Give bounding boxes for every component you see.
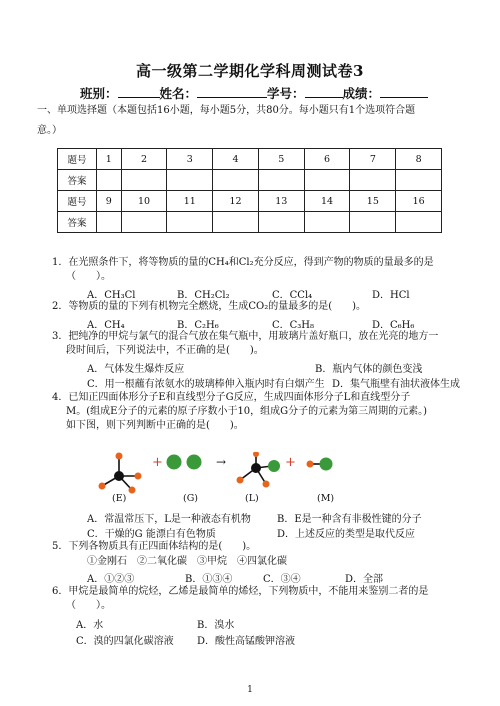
molecule-diagram <box>88 452 408 498</box>
q2-option-b: B．C₂H₆ <box>177 320 219 331</box>
table-header-cell: 题号 <box>58 149 97 170</box>
molecule-m <box>307 458 333 471</box>
q4-option-a: A．常温常压下，L是一种液态有机物 <box>87 514 251 525</box>
table-row <box>58 170 442 191</box>
answer-cell[interactable] <box>167 212 213 233</box>
page-title: 高一级第二学期化学科周测试卷3 <box>136 62 364 80</box>
answer-table <box>57 148 442 233</box>
answer-cell[interactable] <box>167 170 213 191</box>
question-number-cell: 11 <box>167 191 213 212</box>
answer-cell[interactable] <box>121 212 167 233</box>
question-5-stem: 5．下列各物质具有正四面体结构的是( )。 <box>52 541 257 552</box>
q4-option-c: C．干燥的G 能漂白有色物质 <box>87 529 216 540</box>
question-4-stem-cont2: 如下图，则下列判断中正确的是( )。 <box>66 420 244 431</box>
q3-option-d: D．集气瓶壁有油状液体生成 <box>332 379 461 390</box>
hydrogen-atom <box>307 461 314 468</box>
answer-cell[interactable] <box>396 170 442 191</box>
q5-option-d: D．全部 <box>345 574 384 585</box>
question-number-cell: 2 <box>121 149 167 170</box>
question-3-stem-cont: 段时间后，下列说法中，不正确的是( )。 <box>66 345 264 356</box>
q6-option-c: C．溴的四氯化碳溶液 <box>76 636 174 647</box>
question-number-cell: 7 <box>350 149 396 170</box>
question-4-stem: 4．已知正四面体形分子E和直线型分子G反应，生成四面体形分子L和直线型分子 <box>52 392 411 403</box>
question-number-cell: 9 <box>97 191 122 212</box>
question-2-stem: 2．等物质的量的下列有机物完全燃烧，生成CO₂的量最多的是( )。 <box>52 301 367 312</box>
question-1-stem: 1．在光照条件下，将等物质的量的CH₄和Cl₂充分反应，得到产物的物质的量最多的是 <box>52 257 434 268</box>
molecule-l <box>237 452 281 488</box>
score-label: 成绩： <box>342 86 381 101</box>
id-blank[interactable] <box>305 85 343 98</box>
name-blank[interactable] <box>197 85 267 98</box>
name-label: 姓名： <box>159 86 198 101</box>
question-6-stem: 6．甲烷是最简单的烷烃，乙烯是最简单的烯烃，下列物质中，不能用来鉴别二者的是 <box>52 586 429 597</box>
question-number-cell: 3 <box>167 149 213 170</box>
molecule-label-l: (L) <box>245 493 259 504</box>
class-label: 班别： <box>80 86 118 101</box>
molecule-g <box>167 455 202 470</box>
hydrogen-atom <box>116 453 123 460</box>
hydrogen-atom <box>99 483 106 490</box>
answer-cell[interactable] <box>213 170 259 191</box>
answer-cell[interactable] <box>304 212 350 233</box>
answer-cell[interactable] <box>350 170 396 191</box>
question-number-cell: 4 <box>213 149 259 170</box>
question-6-stem-cont: （ ）。 <box>66 600 111 611</box>
q1-option-c: C．CCl₄ <box>272 290 313 301</box>
carbon-atom <box>114 471 124 481</box>
q1-option-b: B．CH₂Cl₂ <box>177 290 230 301</box>
q4-option-b: B．E是一种含有非极性键的分子 <box>277 514 422 525</box>
q3-option-b: B．瓶内气体的颜色变浅 <box>315 364 423 375</box>
q6-option-b: B．溴水 <box>197 620 235 631</box>
question-number-cell: 16 <box>396 191 442 212</box>
q2-option-a: A．CH₄ <box>87 320 125 331</box>
table-header-cell: 题号 <box>58 191 97 212</box>
hydrogen-atom <box>253 452 259 457</box>
chlorine-atom <box>268 460 280 472</box>
question-number-cell: 12 <box>213 191 259 212</box>
answer-cell[interactable] <box>258 212 304 233</box>
question-4-stem-cont: M。(组成E分子的元素的原子序数小于10，组成G分子的元素为第三周期的元素。) <box>66 406 428 417</box>
hydrogen-atom <box>263 481 270 488</box>
chlorine-atom <box>167 455 182 470</box>
hydrogen-atom <box>135 473 142 480</box>
q2-option-d: D．C₆H₆ <box>372 320 415 331</box>
answer-cell[interactable] <box>258 170 304 191</box>
molecule-label-e: (E) <box>112 493 127 504</box>
question-number-cell: 13 <box>258 191 304 212</box>
carbon-atom <box>251 463 261 473</box>
chlorine-atom <box>187 455 202 470</box>
q3-option-c: C．用一根蘸有浓氨水的玻璃棒伸入瓶内时有白烟产生 <box>87 379 325 390</box>
question-number-cell: 14 <box>304 191 350 212</box>
question-number-cell: 15 <box>350 191 396 212</box>
q1-option-d: D．HCl <box>372 290 410 301</box>
id-label: 学号： <box>267 86 305 101</box>
answer-cell[interactable] <box>213 212 259 233</box>
answer-cell[interactable] <box>350 212 396 233</box>
hydrogen-atom <box>129 487 136 494</box>
plus-sign: + <box>285 455 296 470</box>
answer-cell[interactable] <box>304 170 350 191</box>
table-header-cell: 答案 <box>58 212 97 233</box>
q5-option-a: A．①②③ <box>87 574 135 585</box>
question-number-cell: 5 <box>258 149 304 170</box>
q2-option-c: C．C₃H₈ <box>272 320 315 331</box>
q6-option-d: D．酸性高锰酸钾溶液 <box>197 636 296 647</box>
table-row <box>58 149 442 170</box>
answer-cell[interactable] <box>97 170 122 191</box>
q4-option-d: D．上述反应的类型是取代反应 <box>277 529 416 540</box>
section-heading-cont: 意。） <box>37 125 62 136</box>
q6-option-a: A．水 <box>76 620 104 631</box>
student-info <box>80 84 428 102</box>
table-header-cell: 答案 <box>58 170 97 191</box>
molecule-label-g: (G) <box>183 493 199 504</box>
table-row <box>58 212 442 233</box>
table-row <box>58 191 442 212</box>
question-number-cell: 8 <box>396 149 442 170</box>
question-number-cell: 10 <box>121 191 167 212</box>
q1-option-a: A．CH₃Cl <box>87 290 136 301</box>
page-number: 1 <box>247 685 253 695</box>
plus-sign: + <box>152 455 163 470</box>
question-5-items: ①金刚石 ②二氧化碳 ③甲烷 ④四氯化碳 <box>87 556 287 567</box>
molecule-e <box>99 453 142 494</box>
answer-cell[interactable] <box>121 170 167 191</box>
q5-option-c: C．③④ <box>263 574 301 585</box>
molecule-label-m: (M) <box>317 493 335 504</box>
question-3-stem: 3．把纯净的甲烷与氯气的混合气放在集气瓶中，用玻璃片盖好瓶口，放在光亮的地方一 <box>52 331 439 342</box>
answer-cell[interactable] <box>97 212 122 233</box>
answer-cell[interactable] <box>396 212 442 233</box>
question-1-stem-cont: （ ）。 <box>66 271 111 282</box>
section-heading: 一、单项选择题（本题包括16小题，每小题5分，共80分。每小题只有1个选项符合题 <box>37 105 416 116</box>
question-number-cell: 1 <box>97 149 122 170</box>
q5-option-b: B．①③④ <box>185 574 233 585</box>
reaction-arrow: → <box>216 455 227 469</box>
class-blank[interactable] <box>118 85 160 98</box>
hydrogen-atom <box>237 477 244 484</box>
question-number-cell: 6 <box>304 149 350 170</box>
score-blank[interactable] <box>380 85 428 98</box>
q3-option-a: A．气体发生爆炸反应 <box>87 364 185 375</box>
chlorine-atom <box>320 458 333 471</box>
